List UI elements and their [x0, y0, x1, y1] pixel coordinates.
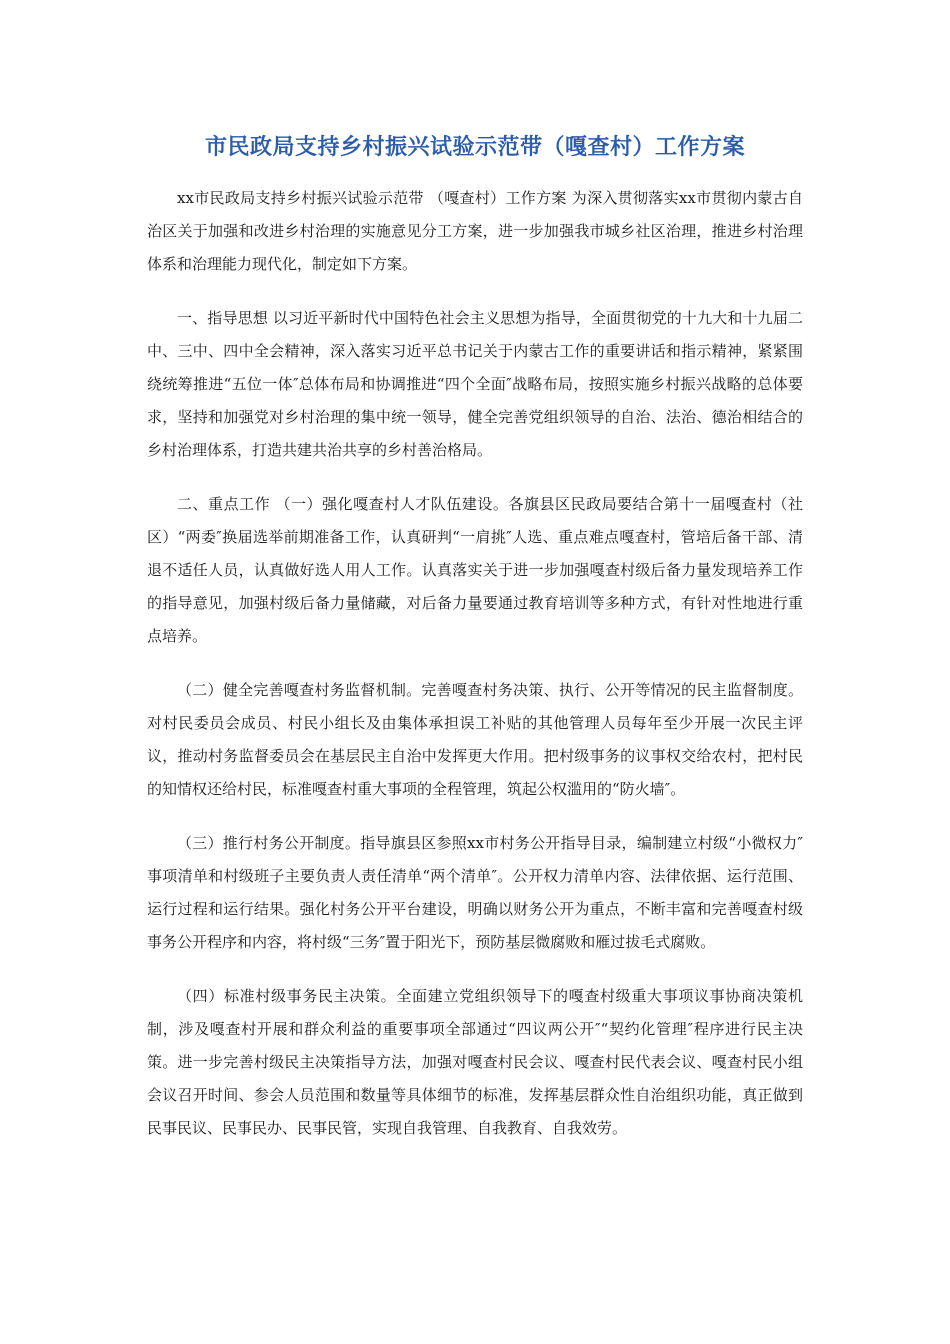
paragraph-supervision-mechanism: （二）健全完善嘎查村务监督机制。完善嘎查村务决策、执行、公开等情况的民主监督制度。对村民委员会成员、村民小组长及由集体承担误工补贴的其他管理人员每年至少开展一次民主评议，推动村务监督委员会在基层民主自治中发挥更大作用。把村级事务的议事权交给农村，把村民的知情权还给村民，标准嘎查村重大事项的全程管理，筑起公权滥用的“防火墙″。: [147, 681, 803, 798]
paragraph-key-work-talent: 二、重点工作 （一）强化嘎查村人才队伍建设。各旗县区民政局要结合第十一届嘎查村（社区）“两委″换届选举前期准备工作，认真研判“一肩挑″人选、重点难点嘎查村，管培后备干部、清退不适任人员，认真做好选人用人工作。认真落实关于进一步加强嘎查村级后备力量发现培养工作的指导意见，加强村级后备力量储藏，对后备力量要通过教育培训等多种方式，有针对性地进行重点培养。: [147, 495, 803, 645]
document-body: [147, 182, 803, 1166]
paragraph-affairs-disclosure: （三）推行村务公开制度。指导旗县区参照xx市村务公开指导目录，编制建立村级“小微权力″事项清单和村级班子主要负责人责任清单“两个清单″。公开权力清单内容、法律依据、运行范围、运行过程和运行结果。强化村务公开平台建设，明确以财务公开为重点，不断丰富和完善嘎查村级事务公开程序和内容，将村级“三务″置于阳光下，预防基层微腐败和雁过拔毛式腐败。: [147, 834, 803, 951]
paragraph-democratic-decision: （四）标准村级事务民主决策。全面建立党组织领导下的嘎查村级重大事项议事协商决策机制，涉及嘎查村开展和群众利益的重要事项全部通过“四议两公开″“契约化管理″程序进行民主决策。进一步完善村级民主决策指导方法，加强对嘎查村民会议、嘎查村民代表会议、嘎查村民小组会议召开时间、参会人员范围和数量等具体细节的标准，发挥基层群众性自治组织功能，真正做到民事民议、民事民办、民事民管，实现自我管理、自我教育、自我效劳。: [147, 987, 803, 1137]
paragraph-intro: xx市民政局支持乡村振兴试验示范带 （嘎查村）工作方案 为深入贯彻落实xx市贯彻内蒙古自治区关于加强和改进乡村治理的实施意见分工方案，进一步加强我市城乡社区治理，推进乡村治理体系和治理能力现代化，制定如下方案。: [147, 189, 803, 273]
document-title: 市民政局支持乡村振兴试验示范带（嘎查村）工作方案: [204, 135, 745, 160]
paragraph-guiding-ideology: 一、指导思想 以习近平新时代中国特色社会主义思想为指导，全面贯彻党的十九大和十九届二中、三中、四中全会精神，深入落实习近平总书记关于内蒙古工作的重要讲话和指示精神，紧紧围绕统筹推进“五位一体″总体布局和协调推进“四个全面″战略布局，按照实施乡村振兴战略的总体要求，坚持和加强党对乡村治理的集中统一领导，健全完善党组织领导的自治、法治、德治相结合的乡村治理体系，打造共建共治共享的乡村善治格局。: [147, 309, 803, 459]
